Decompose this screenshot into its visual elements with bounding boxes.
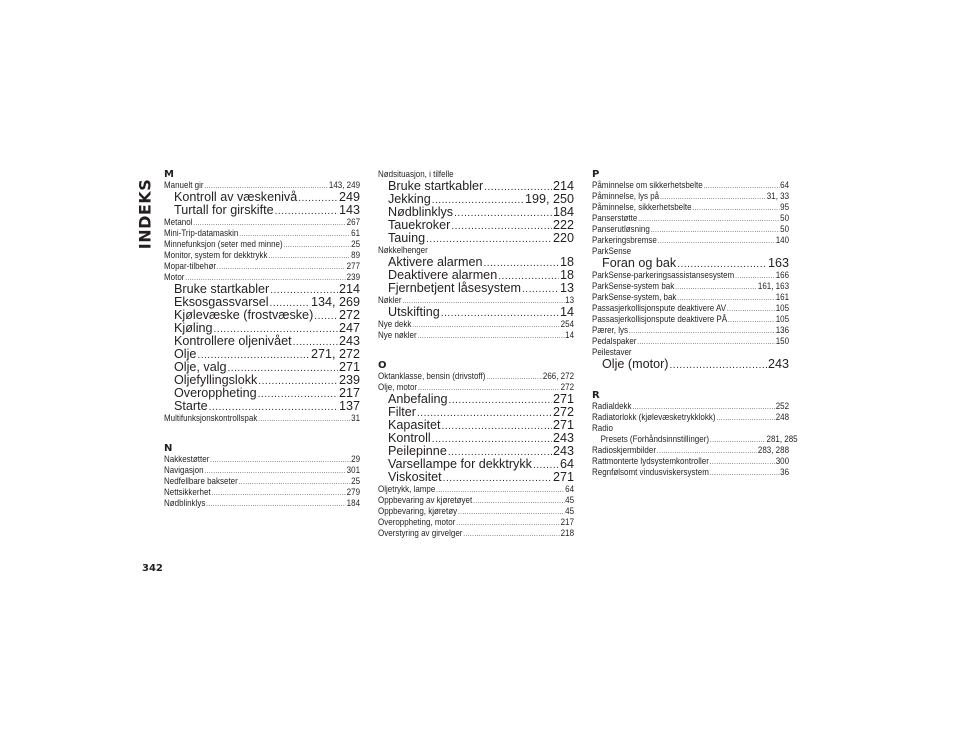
- leader-dots: [451, 220, 552, 233]
- index-letter-heading: P: [592, 169, 600, 180]
- entry-page-ref[interactable]: 25: [351, 476, 361, 486]
- entry-page-ref[interactable]: 89: [351, 250, 361, 260]
- entry-label: Viskositet: [388, 470, 442, 484]
- entry-page-ref[interactable]: 136: [775, 325, 790, 335]
- index-entry: [592, 191, 789, 202]
- index-entry: [164, 239, 360, 250]
- index-entry: [592, 202, 789, 213]
- entry-label: Påminnelse, sikkerhetsbelte: [592, 202, 692, 212]
- leader-dots: [456, 517, 560, 528]
- leader-dots: [212, 487, 346, 498]
- index-entry: [378, 484, 574, 495]
- entry-label: Radio: [592, 423, 613, 433]
- index-column-2: [378, 169, 574, 539]
- entry-label: Kontroll: [388, 431, 431, 445]
- entry-label: Oljefyllingslokk: [174, 373, 258, 387]
- entry-page-ref[interactable]: 243: [552, 444, 574, 458]
- entry-label: Aktivere alarmen: [388, 255, 483, 269]
- entry-page-ref[interactable]: 14: [559, 305, 574, 319]
- leader-dots: [432, 433, 552, 446]
- section-gap: [378, 341, 574, 360]
- entry-page-ref[interactable]: 254: [560, 319, 575, 329]
- index-entry: [378, 517, 574, 528]
- entry-page-ref[interactable]: 243: [767, 357, 789, 371]
- index-entry: [164, 476, 360, 487]
- index-entry: [378, 506, 574, 517]
- index-subentry: [164, 204, 360, 217]
- leader-dots: [412, 319, 560, 330]
- entry-label: Fjernbetjent låsesystem: [388, 281, 521, 295]
- leader-dots: [436, 484, 564, 495]
- entry-page-ref[interactable]: 247: [338, 321, 360, 335]
- entry-label: Parkeringsbremse: [592, 235, 657, 245]
- entry-label: Regnfølsomt vindusviskersystem: [592, 467, 709, 477]
- index-subentry: [378, 306, 574, 319]
- index-entry: [164, 498, 360, 509]
- index-entry: [378, 371, 574, 382]
- entry-label: Pedalspaker: [592, 336, 637, 346]
- entry-label: Kontroll av væskenivå: [174, 190, 298, 204]
- entry-page-ref[interactable]: 239: [346, 272, 361, 282]
- leader-dots: [677, 292, 775, 303]
- entry-label: Bruke startkabler: [174, 282, 270, 296]
- entry-page-ref[interactable]: 184: [346, 498, 361, 508]
- leader-dots: [632, 401, 774, 412]
- index-entry: [592, 467, 789, 478]
- section-gap: [592, 371, 789, 390]
- leader-dots: [239, 228, 350, 239]
- entry-page-ref[interactable]: 217: [560, 517, 575, 527]
- entry-label: Nødblinklys: [388, 205, 454, 219]
- index-entry: [378, 382, 574, 393]
- entry-label: Nøkler: [378, 295, 402, 305]
- leader-dots: [692, 202, 779, 213]
- entry-page-ref[interactable]: 45: [565, 495, 575, 505]
- entry-page-ref[interactable]: 95: [780, 202, 790, 212]
- leader-dots: [458, 506, 564, 517]
- index-entry: [592, 246, 789, 257]
- entry-label: Overstyring av girvelger: [378, 528, 463, 538]
- entry-label: Presets (Forhåndsinnstillinger): [600, 434, 710, 444]
- entry-page-ref[interactable]: 279: [346, 487, 361, 497]
- leader-dots: [658, 235, 775, 246]
- entry-page-ref[interactable]: 300: [775, 456, 790, 466]
- entry-page-ref[interactable]: 161, 163: [757, 281, 790, 291]
- index-subentry: [378, 232, 574, 245]
- entry-page-ref[interactable]: 137: [338, 399, 360, 413]
- entry-page-ref[interactable]: 217: [338, 386, 360, 400]
- leader-dots: [704, 180, 780, 191]
- index-entry: [164, 217, 360, 228]
- entry-label: Starte: [174, 399, 208, 413]
- leader-dots: [710, 434, 766, 445]
- entry-label: Manuelt gir: [164, 180, 204, 190]
- entry-page-ref[interactable]: 29: [351, 454, 361, 464]
- entry-label: Peilepinne: [388, 444, 447, 458]
- leader-dots: [473, 495, 564, 506]
- index-entry: [592, 325, 789, 336]
- section-tab: [135, 158, 155, 270]
- index-entry: [592, 401, 789, 412]
- index-entry: [164, 250, 360, 261]
- leader-dots: [728, 314, 775, 325]
- entry-page-ref[interactable]: 166: [775, 270, 790, 280]
- entry-label: Deaktivere alarmen: [388, 268, 498, 282]
- entry-label: Varsellampe for dekktrykk: [388, 457, 532, 471]
- entry-page-ref[interactable]: 199, 250: [524, 192, 574, 206]
- index-subentry: [592, 358, 789, 371]
- index-entry: [592, 314, 789, 325]
- index-entry: [592, 445, 789, 456]
- index-subentry: [378, 282, 574, 295]
- leader-dots: [454, 207, 552, 220]
- entry-label: Utskifting: [388, 305, 440, 319]
- index-entry: [164, 487, 360, 498]
- index-entry: [592, 336, 789, 347]
- index-subentry: [378, 471, 574, 484]
- entry-page-ref[interactable]: 271, 272: [310, 347, 360, 361]
- entry-label: Tauing: [388, 231, 426, 245]
- index-entry: [592, 270, 789, 281]
- entry-label: Nøkkelhenger: [378, 245, 428, 255]
- index-entry: [164, 413, 360, 424]
- entry-label: Multifunksjonskontrollspak: [164, 413, 258, 423]
- index-entry: [164, 272, 360, 283]
- leader-dots: [185, 272, 346, 283]
- index-letter-heading: N: [164, 443, 173, 454]
- entry-page-ref[interactable]: 277: [346, 261, 361, 271]
- entry-page-ref[interactable]: 50: [780, 213, 790, 223]
- index-entry: [592, 180, 789, 191]
- leader-dots: [418, 382, 560, 393]
- entry-label: Monitor, system for dekktrykk: [164, 250, 268, 260]
- entry-page-ref[interactable]: 283, 288: [757, 445, 790, 455]
- leader-dots: [418, 330, 565, 341]
- entry-page-ref[interactable]: 271: [552, 470, 574, 484]
- entry-page-ref[interactable]: 14: [565, 330, 575, 340]
- entry-page-ref[interactable]: 161: [775, 292, 790, 302]
- index-entry: [592, 303, 789, 314]
- entry-label: Turtall for girskifte: [174, 203, 274, 217]
- entry-label: Navigasjon: [164, 465, 204, 475]
- leader-dots: [193, 217, 346, 228]
- leader-dots: [486, 371, 542, 382]
- leader-dots: [258, 388, 338, 401]
- entry-label: Oktanklasse, bensin (drivstoff): [378, 371, 486, 381]
- entry-label: Foran og bak: [602, 256, 677, 270]
- index-subentry: [592, 434, 798, 445]
- entry-page-ref[interactable]: 220: [552, 231, 574, 245]
- entry-page-ref[interactable]: 18: [559, 268, 574, 282]
- section-tab-label: INDEKS: [135, 178, 155, 250]
- entry-label: Tauekroker: [388, 218, 451, 232]
- entry-label: Påminnelse, lys på: [592, 191, 660, 201]
- entry-label: Overoppheting, motor: [378, 517, 456, 527]
- entry-page-ref[interactable]: 281, 285: [766, 434, 798, 444]
- entry-page-ref[interactable]: 64: [780, 180, 790, 190]
- entry-page-ref[interactable]: 31: [351, 413, 361, 423]
- entry-page-ref[interactable]: 184: [552, 205, 574, 219]
- entry-page-ref[interactable]: 61: [351, 228, 361, 238]
- entry-label: Olje: [174, 347, 197, 361]
- entry-label: Kjølevæske (frostvæske): [174, 308, 314, 322]
- leader-dots: [298, 192, 338, 205]
- entry-label: Passasjerkollisjonspute deaktivere AV: [592, 303, 727, 313]
- entry-label: Kjøling: [174, 321, 213, 335]
- entry-label: Oljetrykk, lampe: [378, 484, 436, 494]
- leader-dots: [735, 270, 775, 281]
- entry-page-ref[interactable]: 105: [775, 314, 790, 324]
- entry-label: Jekking: [388, 192, 431, 206]
- leader-dots: [442, 420, 552, 433]
- entry-page-ref[interactable]: 272: [338, 308, 360, 322]
- leader-dots: [669, 359, 767, 372]
- entry-label: Nødblinklys: [164, 498, 206, 508]
- entry-label: ParkSense-system bak: [592, 281, 675, 291]
- entry-page-ref[interactable]: 248: [775, 412, 790, 422]
- entry-page-ref[interactable]: 143, 249: [328, 180, 361, 190]
- leader-dots: [629, 325, 775, 336]
- leader-dots: [314, 310, 338, 323]
- entry-label: Motor: [164, 272, 185, 282]
- entry-label: Oppbevaring av kjøretøyet: [378, 495, 473, 505]
- entry-page-ref[interactable]: 243: [552, 431, 574, 445]
- index-entry: [378, 319, 574, 330]
- leader-dots: [675, 281, 757, 292]
- index-entry: [378, 528, 574, 539]
- entry-page-ref[interactable]: 50: [780, 224, 790, 234]
- leader-dots: [660, 191, 766, 202]
- entry-label: Eksosgassvarsel: [174, 295, 269, 309]
- leader-dots: [637, 336, 775, 347]
- index-entry: [378, 495, 574, 506]
- leader-dots: [204, 180, 328, 191]
- entry-label: Radiatorlokk (kjølevæsketrykklokk): [592, 412, 716, 422]
- entry-page-ref[interactable]: 222: [552, 218, 574, 232]
- entry-label: Radioskjermbilder: [592, 445, 656, 455]
- index-subentry: [592, 257, 789, 270]
- leader-dots: [217, 261, 346, 272]
- entry-page-ref[interactable]: 301: [346, 465, 361, 475]
- entry-page-ref[interactable]: 267: [346, 217, 361, 227]
- leader-dots: [206, 498, 346, 509]
- index-entry: [164, 228, 360, 239]
- index-entry: [592, 281, 789, 292]
- leader-dots: [284, 239, 351, 250]
- entry-page-ref[interactable]: 13: [559, 281, 574, 295]
- entry-page-ref[interactable]: 64: [565, 484, 575, 494]
- entry-label: Nye nøkler: [378, 330, 417, 340]
- leader-dots: [258, 413, 350, 424]
- section-gap: [164, 424, 360, 443]
- index-entry: [592, 456, 789, 467]
- entry-label: ParkSense-parkeringsassistansesystem: [592, 270, 735, 280]
- index-entry: [378, 295, 574, 306]
- leader-dots: [204, 465, 345, 476]
- index-entry: [592, 347, 789, 358]
- leader-dots: [727, 303, 775, 314]
- entry-label: Panserutløsning: [592, 224, 650, 234]
- leader-dots: [402, 295, 564, 306]
- entry-page-ref[interactable]: 18: [559, 255, 574, 269]
- entry-page-ref[interactable]: 272: [560, 382, 575, 392]
- entry-label: Påminnelse om sikkerhetsbelte: [592, 180, 703, 190]
- index-entry: [378, 169, 574, 180]
- entry-page-ref[interactable]: 143: [338, 203, 360, 217]
- entry-label: Kapasitet: [388, 418, 441, 432]
- index-entry: [164, 261, 360, 272]
- entry-page-ref[interactable]: 214: [338, 282, 360, 296]
- entry-label: ParkSense-system, bak: [592, 292, 677, 302]
- entry-label: Anbefaling: [388, 392, 448, 406]
- index-letter-heading: O: [378, 360, 387, 371]
- entry-page-ref[interactable]: 271: [338, 360, 360, 374]
- entry-page-ref[interactable]: 272: [552, 405, 574, 419]
- entry-page-ref[interactable]: 105: [775, 303, 790, 313]
- entry-label: Nettsikkerhet: [164, 487, 211, 497]
- index-entry: [592, 292, 789, 303]
- entry-label: Olje, valg: [174, 360, 227, 374]
- entry-page-ref[interactable]: 64: [559, 457, 574, 471]
- index-entry: [378, 330, 574, 341]
- leader-dots: [210, 454, 350, 465]
- leader-dots: [463, 528, 560, 539]
- entry-label: Kontrollere oljenivået: [174, 334, 292, 348]
- entry-label: Nakkestøtter: [164, 454, 210, 464]
- entry-page-ref[interactable]: 218: [560, 528, 575, 538]
- entry-page-ref[interactable]: 140: [775, 235, 790, 245]
- index-subentry: [164, 400, 360, 413]
- index-column-3: [592, 169, 798, 478]
- entry-label: Overoppheting: [174, 386, 257, 400]
- leader-dots: [268, 250, 350, 261]
- entry-label: Nedfellbare bakseter: [164, 476, 238, 486]
- entry-label: Nødsituasjon, i tilfelle: [378, 169, 454, 179]
- index-entry: [592, 213, 789, 224]
- entry-label: Pærer, lys: [592, 325, 628, 335]
- entry-label: Mopar-tilbehør: [164, 261, 216, 271]
- page-number: 342: [142, 563, 163, 574]
- entry-label: ParkSense: [592, 246, 632, 256]
- index-entry: [164, 454, 360, 465]
- entry-label: Nye dekk: [378, 319, 412, 329]
- entry-page-ref[interactable]: 163: [767, 256, 789, 270]
- leader-dots: [651, 224, 780, 235]
- entry-page-ref[interactable]: 150: [775, 336, 790, 346]
- entry-page-ref[interactable]: 25: [351, 239, 361, 249]
- entry-label: Olje (motor): [602, 357, 669, 371]
- entry-label: Bruke startkabler: [388, 179, 484, 193]
- leader-dots: [710, 467, 780, 478]
- index-column-1: [164, 169, 360, 509]
- entry-label: Filter: [388, 405, 416, 419]
- entry-label: Mini-Trip-datamaskin: [164, 228, 239, 238]
- entry-label: Passasjerkollisjonspute deaktivere PÅ: [592, 314, 728, 324]
- entry-label: Minnefunksjon (seter med minne): [164, 239, 283, 249]
- index-entry: [164, 465, 360, 476]
- index-letter-heading: R: [592, 390, 600, 401]
- leader-dots: [710, 456, 775, 467]
- index-entry: [592, 224, 789, 235]
- entry-label: Olje, motor: [378, 382, 418, 392]
- entry-label: Oppbevaring, kjøretøy: [378, 506, 458, 516]
- index-entry: [592, 423, 789, 434]
- entry-label: Metanol: [164, 217, 193, 227]
- entry-label: Radialdekk: [592, 401, 632, 411]
- entry-page-ref[interactable]: 31, 33: [766, 191, 790, 201]
- leader-dots: [638, 213, 779, 224]
- entry-page-ref[interactable]: 252: [775, 401, 790, 411]
- entry-label: Peilestaver: [592, 347, 632, 357]
- leader-dots: [258, 375, 338, 388]
- index-entry: [592, 412, 789, 423]
- entry-page-ref[interactable]: 45: [565, 506, 575, 516]
- entry-label: Panserstøtte: [592, 213, 638, 223]
- leader-dots: [449, 394, 552, 407]
- entry-page-ref[interactable]: 243: [338, 334, 360, 348]
- leader-dots: [657, 445, 757, 456]
- leader-dots: [716, 412, 774, 423]
- index-entry: [164, 180, 360, 191]
- index-entry: [592, 235, 789, 246]
- entry-page-ref[interactable]: 13: [565, 295, 575, 305]
- entry-page-ref[interactable]: 271: [552, 418, 574, 432]
- entry-page-ref[interactable]: 36: [780, 467, 790, 477]
- entry-page-ref[interactable]: 266, 272: [542, 371, 575, 381]
- entry-label: Rattmonterte lydsystemkontroller: [592, 456, 709, 466]
- index-entry: [378, 245, 574, 256]
- entry-page-ref[interactable]: 239: [338, 373, 360, 387]
- entry-page-ref[interactable]: 134, 269: [310, 295, 360, 309]
- entry-page-ref[interactable]: 249: [338, 190, 360, 204]
- leader-dots: [239, 476, 351, 487]
- index-letter-heading: M: [164, 169, 174, 180]
- entry-page-ref[interactable]: 271: [552, 392, 574, 406]
- entry-page-ref[interactable]: 214: [552, 179, 574, 193]
